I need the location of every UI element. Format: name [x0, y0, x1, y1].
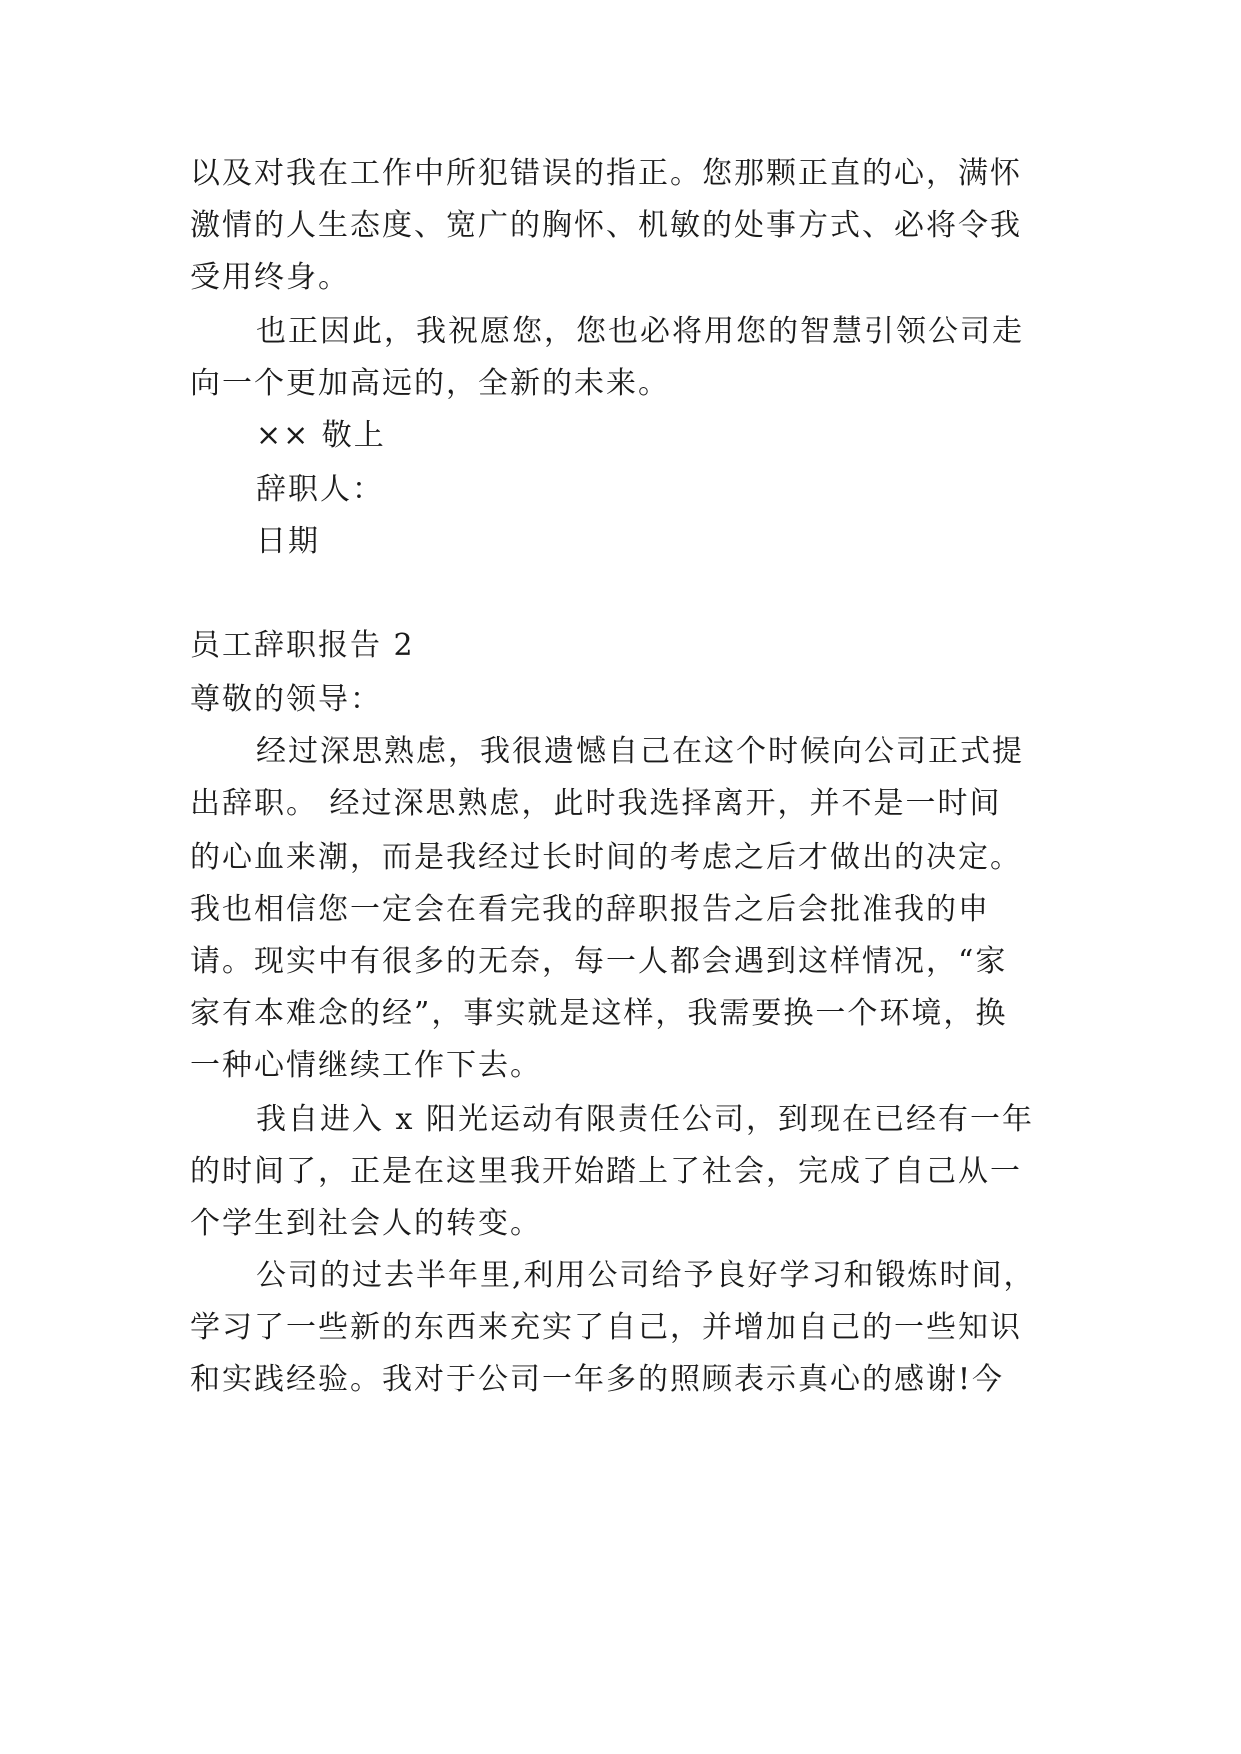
document-body — [190, 0, 1070, 1754]
signoff: ×× 敬上 — [256, 418, 386, 453]
paragraph-line: 我自进入 x 阳光运动有限责任公司，到现在已经有一年 — [256, 1102, 1034, 1137]
paragraph-line: 我也相信您一定会在看完我的辞职报告之后会批准我的申 — [190, 892, 990, 927]
paragraph-line: 向一个更加高远的，全新的未来。 — [190, 366, 670, 401]
date-label: 日期 — [256, 524, 320, 559]
paragraph-line: 也正因此，我祝愿您，您也必将用您的智慧引领公司走 — [256, 314, 1024, 349]
paragraph-line: 激情的人生态度、宽广的胸怀、机敏的处事方式、必将令我 — [190, 208, 1022, 243]
paragraph-line: 出辞职。 经过深思熟虑，此时我选择离开，并不是一时间 — [190, 786, 1002, 821]
salutation: 尊敬的领导： — [190, 682, 382, 717]
paragraph-line: 的心血来潮，而是我经过长时间的考虑之后才做出的决定。 — [190, 840, 1022, 875]
paragraph-line: 的时间了，正是在这里我开始踏上了社会，完成了自己从一 — [190, 1154, 1022, 1189]
section-title: 员工辞职报告 2 — [190, 628, 415, 663]
paragraph-line: 学习了一些新的东西来充实了自己，并增加自己的一些知识 — [190, 1310, 1022, 1345]
paragraph-line: 一种心情继续工作下去。 — [190, 1048, 542, 1083]
paragraph-line: 和实践经验。我对于公司一年多的照顾表示真心的感谢!今 — [190, 1362, 1005, 1397]
paragraph-line: 家有本难念的经”，事实就是这样，我需要换一个环境，换 — [190, 996, 1008, 1031]
paragraph-line: 请。现实中有很多的无奈，每一人都会遇到这样情况，“家 — [190, 944, 1008, 979]
paragraph-line: 经过深思熟虑，我很遗憾自己在这个时候向公司正式提 — [256, 734, 1024, 769]
resigner-label: 辞职人： — [256, 472, 384, 507]
paragraph-line: 个学生到社会人的转变。 — [190, 1206, 542, 1241]
paragraph-line: 受用终身。 — [190, 260, 350, 295]
paragraph-line: 公司的过去半年里,利用公司给予良好学习和锻炼时间， — [256, 1258, 1036, 1293]
paragraph-line: 以及对我在工作中所犯错误的指正。您那颗正直的心，满怀 — [190, 156, 1022, 191]
